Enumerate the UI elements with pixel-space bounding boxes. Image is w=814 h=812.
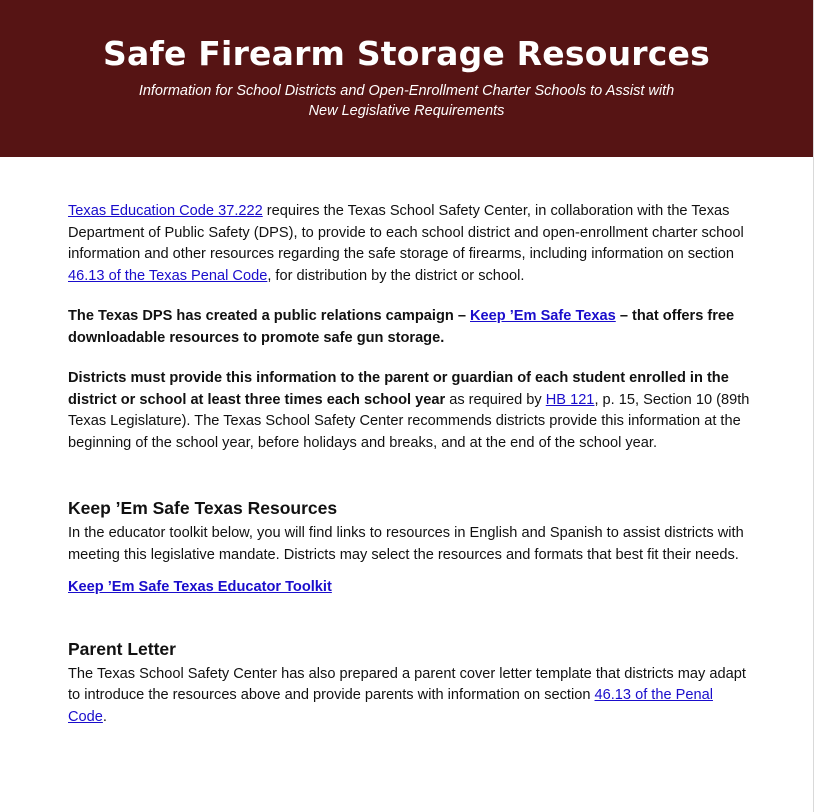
districts-bold-text: Districts must provide this information to the parent or guardian of each student enrolled in the district or school at least three times each school year <box>68 370 729 408</box>
intro-text-2: , for distribution by the district or school. <box>267 267 525 284</box>
page-subtitle: Information for School Districts and Open-Enrollment Charter Schools to Assist with New Legislative Requirements <box>138 83 675 119</box>
districts-paragraph <box>68 368 751 454</box>
resources-heading: Keep ’Em Safe Texas Resources <box>68 498 338 518</box>
parent-letter-text-1: The Texas School Safety Center has also prepared a parent cover letter template that districts may adapt to introduce the resources above and provide parents with information on section <box>68 665 746 703</box>
main-content <box>0 157 813 728</box>
resources-paragraph: In the educator toolkit below, you will find links to resources in English and Spanish to assist districts with meeting this legislative mandate. Districts may select the resources and formats that best fit their needs. <box>68 525 744 563</box>
parent-letter-heading: Parent Letter <box>68 638 176 659</box>
penal-code-link[interactable]: 46.13 of the Texas Penal Code <box>68 267 268 284</box>
campaign-text-1: The Texas DPS has created a public relations campaign – <box>68 308 471 324</box>
page-title: Safe Firearm Storage Resources <box>103 34 710 73</box>
hb-121-link[interactable]: HB 121 <box>545 391 595 408</box>
parent-letter-paragraph <box>68 664 751 729</box>
districts-text-2: , p. 15, Section 10 (89th Texas Legislature). The Texas School Safety Center recommends districts provide this information at the beginning of the school year, before holidays and breaks, and at the end of the school year. <box>68 391 750 451</box>
parent-letter-text-2: . <box>102 708 107 725</box>
keep-em-safe-link[interactable]: Keep ’Em Safe Texas <box>470 308 616 324</box>
campaign-paragraph <box>68 306 751 349</box>
education-code-link[interactable]: Texas Education Code 37.222 <box>68 203 263 219</box>
educator-toolkit-link[interactable]: Keep ’Em Safe Texas Educator Toolkit <box>68 579 332 595</box>
toolkit-paragraph <box>68 577 751 599</box>
campaign-text-2: – that offers free downloadable resources to promote safe gun storage. <box>68 308 735 346</box>
penal-code-link-2[interactable]: 46.13 of the Penal Code <box>68 687 713 725</box>
intro-paragraph <box>68 201 751 287</box>
header-banner <box>0 0 813 157</box>
intro-text-1: requires the Texas School Safety Center, in collaboration with the Texas Department of Public Safety (DPS), to provide to each school district and open-enrollment charter school information and other resources regarding the safe storage of firearms, including information on section <box>68 203 744 262</box>
districts-text-1: as required by <box>445 391 546 408</box>
